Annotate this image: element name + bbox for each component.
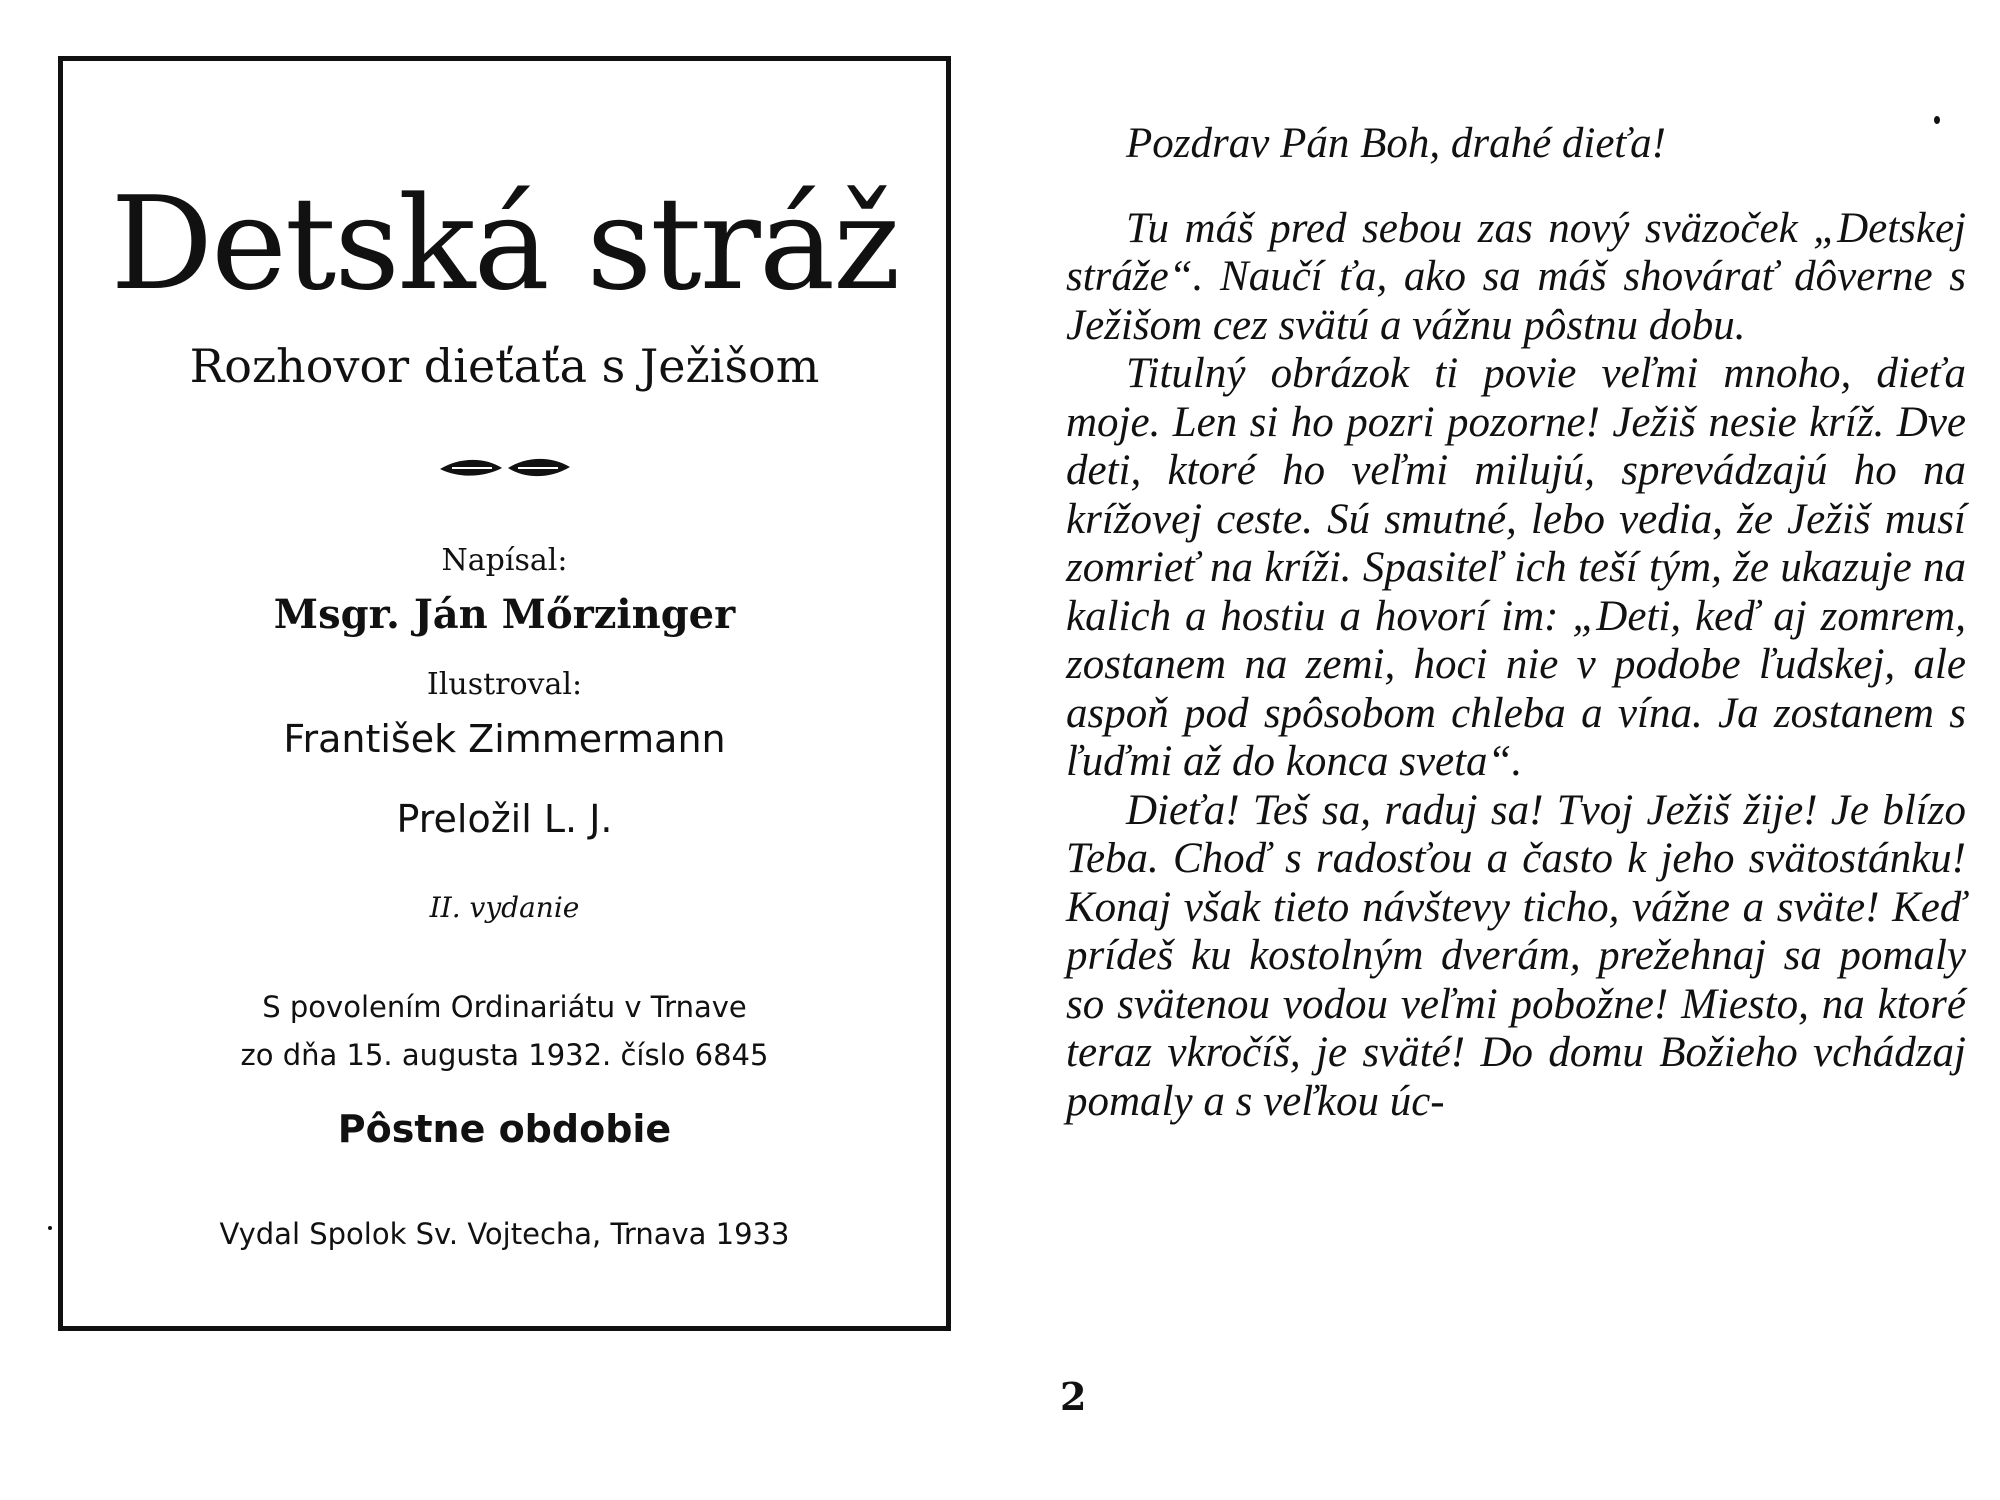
text-page [1066,120,1966,1126]
season-title: Pôstne obdobie [337,1107,672,1151]
illustrator-name: František Zimmermann [283,717,726,761]
scan-speck [1934,116,1940,124]
author-name: Msgr. Ján Mőrzinger [273,591,736,638]
author-label: Napísal: [441,543,568,578]
book-subtitle: Rozhovor dieťaťa s Ježišom [189,339,820,393]
illustrator-label: Ilustroval: [426,667,583,702]
permission-block [63,983,946,1079]
edition-line: II. vydanie [429,891,580,924]
paragraph: Dieťa! Teš sa, raduj sa! Tvoj Ježiš žije! Je blízo Teba. Choď s radosťou a často k jeho svätostánku! Konaj však tieto návštevy ticho, vážne a sväte! Keď prídeš ku kostolným dverám, prežehnaj sa pomaly so svätenou vodou veľmi pobožne! Miesto, na ktoré teraz vkročíš, je sväté! Do domu Božieho vchádzaj pomaly a s veľkou úc- [1066,786,1966,1125]
page-number: 2 [1060,1374,1087,1419]
publisher-line: Vydal Spolok Sv. Vojtecha, Trnava 1933 [219,1217,790,1251]
ornament-icon [430,453,580,483]
title-page [58,56,951,1331]
translator-line: Preložil L. J. [396,797,613,841]
paragraph: Titulný obrázok ti povie veľmi mnoho, dieťa moje. Len si ho pozri pozorne! Ježiš nesie kríž. Dve deti, ktoré ho veľmi milujú, sprevádzajú ho na krížovej ceste. Sú smutné, lebo vedia, že Ježiš musí zomrieť na kríži. Spasiteľ ich teší tým, že ukazuje na kalich a hostiu a hovorí im: „Deti, keď aj zomrem, zostanem na zemi, hoci nie v podobe ľudskej, ale aspoň pod spôsobom chleba a vína. Ja zostanem s ľuďmi až do konca sveta“. [1066,350,1966,785]
paragraph: Tu máš pred sebou zas nový sväzoček „Detskej stráže“. Naučí ťa, ako sa máš shovárať dôverne s Ježišom cez svätú a vážnu pôstnu dobu. [1066,204,1966,349]
scan-speck [48,1226,52,1230]
greeting-line: Pozdrav Pán Boh, drahé dieťa! [1126,120,1666,167]
book-title: Detská stráž [110,170,899,319]
permission-line-2: zo dňa 15. augusta 1932. číslo 6845 [240,1038,769,1072]
permission-line-1: S povolením Ordinariátu v Trnave [262,990,747,1024]
